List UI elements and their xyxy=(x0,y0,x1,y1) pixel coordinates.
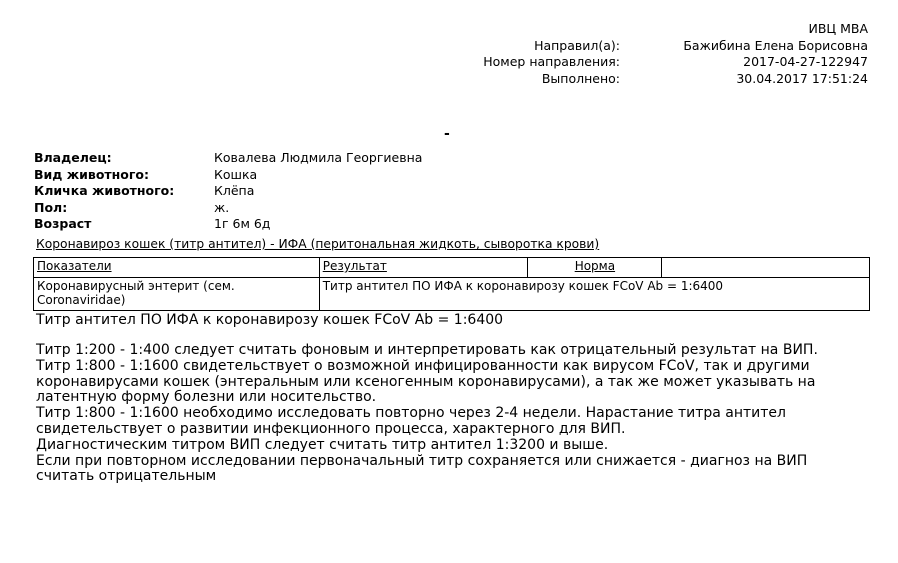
report-header xyxy=(434,21,868,87)
age-label: Возраст xyxy=(34,216,92,232)
owner-value: Ковалева Людмила Георгиевна xyxy=(214,150,423,165)
owner-row xyxy=(34,150,422,167)
header-norm: Норма xyxy=(528,258,662,278)
pet-name-row xyxy=(34,183,422,200)
note-paragraph: Титр 1:200 - 1:400 следует считать фоновым и интерпретировать как отрицательный результат на ВИП. xyxy=(36,342,818,358)
note-paragraph: Титр 1:800 - 1:1600 необходимо исследовать повторно через 2-4 недели. Нарастание титра антител свидетельствует о развитии инфекционного процесса, характерного для ВИП. xyxy=(36,405,786,437)
note-paragraph: Если при повторном исследовании первоначальный титр сохраняется или снижается - диагноз на ВИП считать отрицательным xyxy=(36,452,808,485)
sex-value: ж. xyxy=(214,199,230,215)
pet-name-label: Кличка животного: xyxy=(34,183,175,199)
pet-name-value: Клёпа xyxy=(214,183,255,199)
note-paragraph: Диагностическим титром ВИП следует считать титр антител 1:3200 и выше. xyxy=(36,436,609,453)
referral-number-value: 2017-04-27-122947 xyxy=(743,54,868,69)
results-table xyxy=(33,257,870,311)
cell-result: Титр антител ПО ИФА к коронавирозу кошек FCoV Ab = 1:6400 xyxy=(319,278,869,311)
species-label: Вид животного: xyxy=(34,166,150,182)
note-paragraph: Титр 1:800 - 1:1600 свидетельствует о возможной инфицированности как вирусом FCoV, так и другими коронавирусами кошек (энтеральным или ксеногенным коронавирусами), а так же может указывать на латентную форму болезни или носительство. xyxy=(36,357,816,406)
age-value: 1г 6м 6д xyxy=(214,216,271,232)
table-row xyxy=(34,278,870,311)
org-row xyxy=(434,21,868,38)
referrer-label: Направил(а): xyxy=(534,37,620,53)
test-title: Коронавироз кошек (титр антител) - ИФА (перитональная жидкоть, сыворотка крови) xyxy=(36,237,600,251)
owner-label: Владелец: xyxy=(34,150,112,165)
completed-label: Выполнено: xyxy=(541,70,620,86)
header-indicators: Показатели xyxy=(34,258,320,278)
result-summary: Титр антител ПО ИФА к коронавирозу кошек FCoV Ab = 1:6400 xyxy=(36,312,504,328)
referrer-value: Бажибина Елена Борисовна xyxy=(683,37,868,53)
header-result: Результат xyxy=(319,258,528,278)
referral-number-row xyxy=(434,54,868,71)
cell-indicator: Коронавирусный энтерит (сем. Coronaviridae) xyxy=(34,278,320,311)
org-name: ИВЦ МВА xyxy=(808,21,868,36)
table-header-row xyxy=(34,258,870,278)
age-row xyxy=(34,216,422,233)
completed-row xyxy=(434,71,868,88)
completed-value: 30.04.2017 17:51:24 xyxy=(736,70,868,86)
patient-info xyxy=(34,150,422,233)
referrer-row xyxy=(434,38,868,55)
separator-dash: - xyxy=(444,126,450,142)
interpretation-notes xyxy=(36,343,856,485)
header-empty xyxy=(662,258,870,278)
sex-label: Пол: xyxy=(34,199,68,215)
species-value: Кошка xyxy=(214,166,258,182)
sex-row xyxy=(34,200,422,217)
referral-number-label: Номер направления: xyxy=(483,54,620,69)
species-row xyxy=(34,167,422,184)
